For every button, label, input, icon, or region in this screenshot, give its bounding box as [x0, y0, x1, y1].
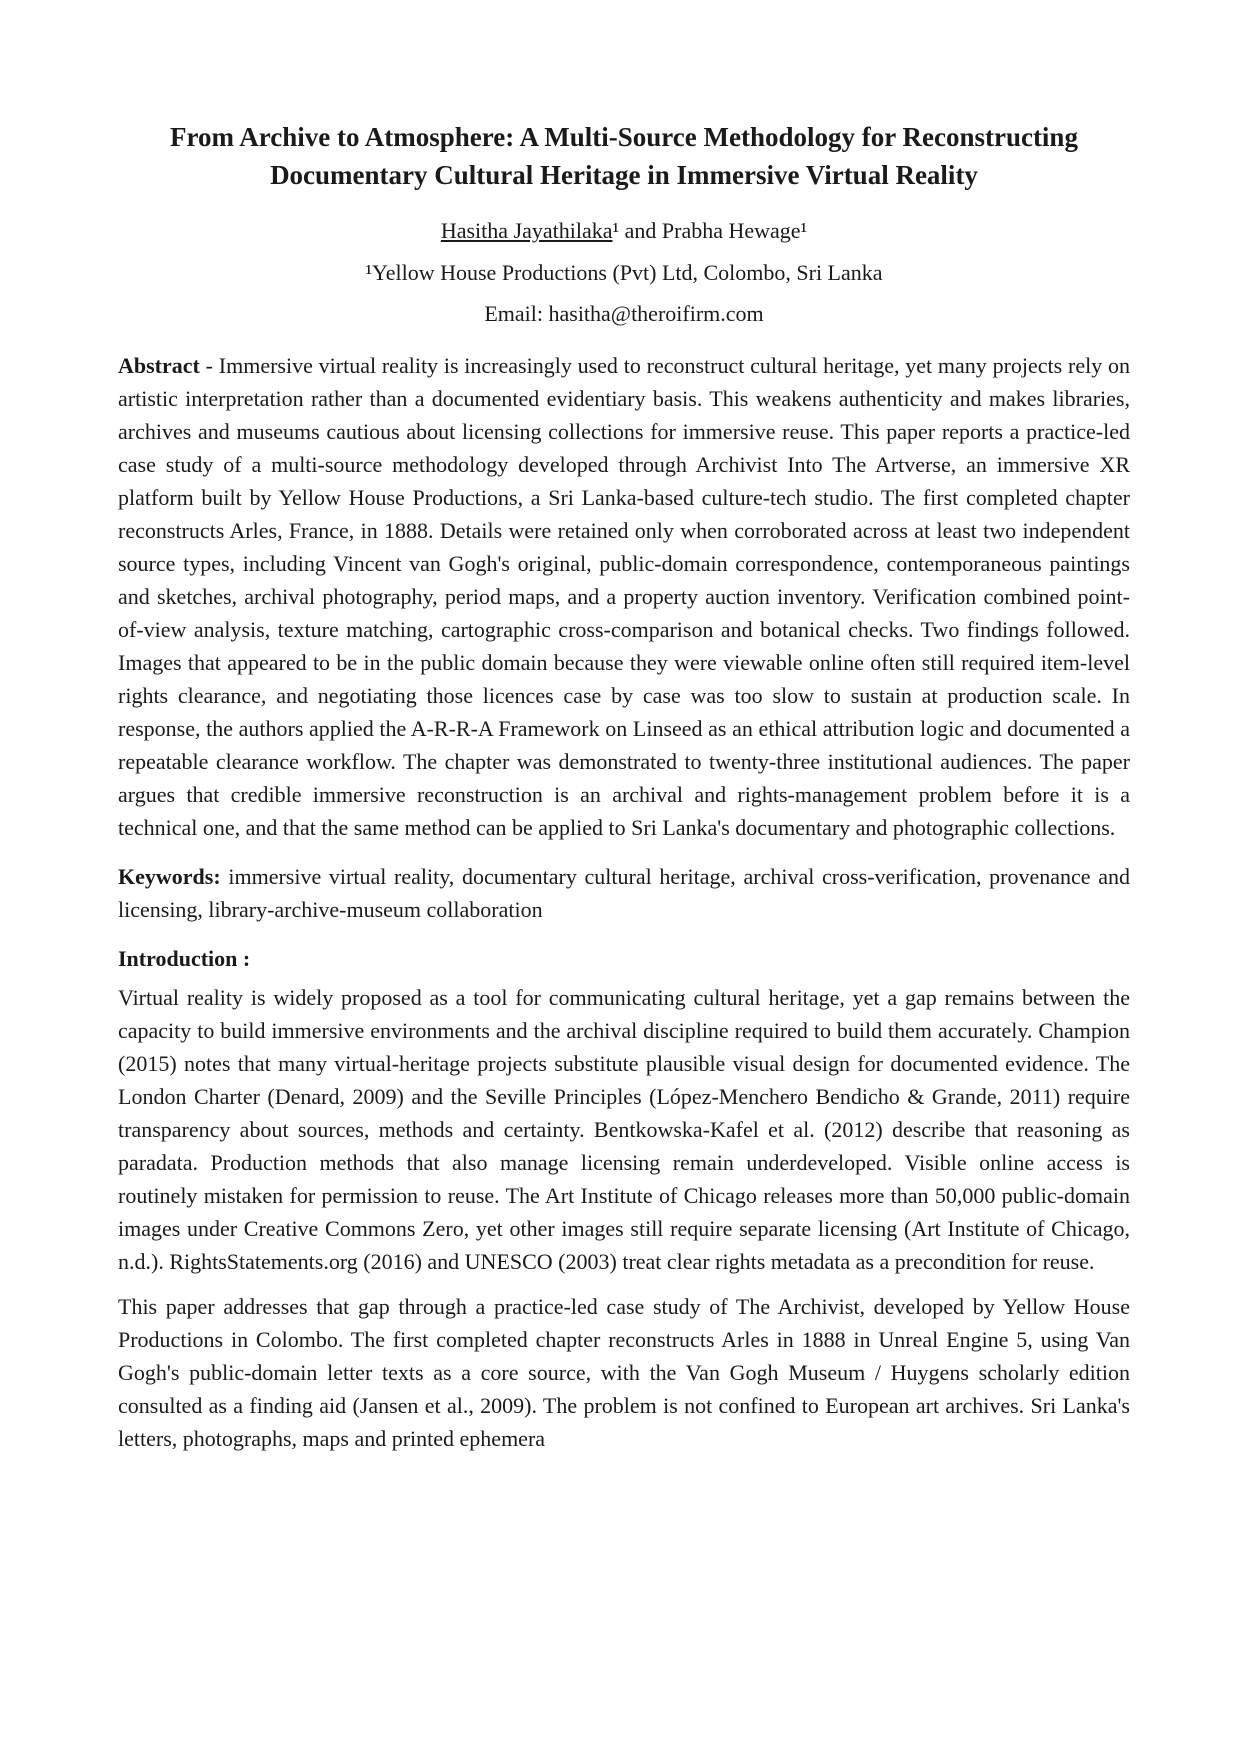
- author-line: [118, 218, 1130, 244]
- keywords-text: immersive virtual reality, documentary cultural heritage, archival cross-verification, provenance and licensing, library-archive-museum collaboration: [118, 864, 1130, 922]
- introduction-heading: Introduction :: [118, 946, 251, 971]
- paper-page: [118, 118, 1130, 1455]
- title-line-2: Documentary Cultural Heritage in Immersive Virtual Reality: [270, 160, 978, 190]
- paper-title: [118, 118, 1130, 194]
- introduction-paragraph-2: This paper addresses that gap through a practice-led case study of The Archivist, developed by Yellow House Productions in Colombo. The first completed chapter reconstructs Arles in 1888 in Unreal Engine 5, using Van Gogh's public-domain letter texts as a core source, with the Van Gogh Museum / Huygens scholarly edition consulted as a finding aid (Jansen et al., 2009). The problem is not confined to European art archives. Sri Lanka's letters, photographs, maps and printed ephemera: [118, 1294, 1130, 1451]
- abstract-label: Abstract: [118, 353, 200, 378]
- affiliation: ¹Yellow House Productions (Pvt) Ltd, Colombo, Sri Lanka: [365, 260, 883, 285]
- title-line-1: From Archive to Atmosphere: A Multi-Source Methodology for Reconstructing: [170, 122, 1078, 152]
- keywords-label: Keywords:: [118, 864, 221, 889]
- abstract-paragraph: [118, 349, 1130, 844]
- keywords-paragraph: [118, 860, 1130, 926]
- contact-email: Email: hasitha@theroifirm.com: [484, 301, 764, 326]
- author-1: Hasitha Jayathilaka: [440, 218, 613, 243]
- introduction-paragraph-1: Virtual reality is widely proposed as a tool for communicating cultural heritage, yet a gap remains between the capacity to build immersive environments and the archival discipline required to build them accurately. Champion (2015) notes that many virtual-heritage projects substitute plausible visual design for documented evidence. The London Charter (Denard, 2009) and the Seville Principles (López-Menchero Bendicho & Grande, 2011) require transparency about sources, methods and certainty. Bentkowska-Kafel et al. (2012) describe that reasoning as paradata. Production methods that also manage licensing remain underdeveloped. Visible online access is routinely mistaken for permission to reuse. The Art Institute of Chicago releases more than 50,000 public-domain images under Creative Commons Zero, yet other images still require separate licensing (Art Institute of Chicago, n.d.). RightsStatements.org (2016) and UNESCO (2003) treat clear rights metadata as a precondition for reuse.: [118, 985, 1130, 1274]
- author-1-superscript: ¹: [612, 218, 620, 243]
- abstract-text: - Immersive virtual reality is increasingly used to reconstruct cultural heritage, yet many projects rely on artistic interpretation rather than a documented evidentiary basis. This weakens authenticity and makes libraries, archives and museums cautious about licensing collections for immersive reuse. This paper reports a practice-led case study of a multi-source methodology developed through Archivist Into The Artverse, an immersive XR platform built by Yellow House Productions, a Sri Lanka-based culture-tech studio. The first completed chapter reconstructs Arles, France, in 1888. Details were retained only when corroborated across at least two independent source types, including Vincent van Gogh's original, public-domain correspondence, contemporaneous paintings and sketches, archival photography, period maps, and a property auction inventory. Verification combined point-of-view analysis, texture matching, cartographic cross-comparison and botanical checks. Two findings followed. Images that appeared to be in the public domain because they were viewable online often still required item-level rights clearance, and negotiating those licences case by case was too slow to sustain at production scale. In response, the authors applied the A-R-R-A Framework on Linseed as an ethical attribution logic and documented a repeatable clearance workflow. The chapter was demonstrated to twenty-three institutional audiences. The paper argues that credible immersive reconstruction is an archival and rights-management problem before it is a technical one, and that the same method can be applied to Sri Lanka's documentary and photographic collections.: [118, 353, 1130, 840]
- author-2: and Prabha Hewage¹: [619, 218, 808, 243]
